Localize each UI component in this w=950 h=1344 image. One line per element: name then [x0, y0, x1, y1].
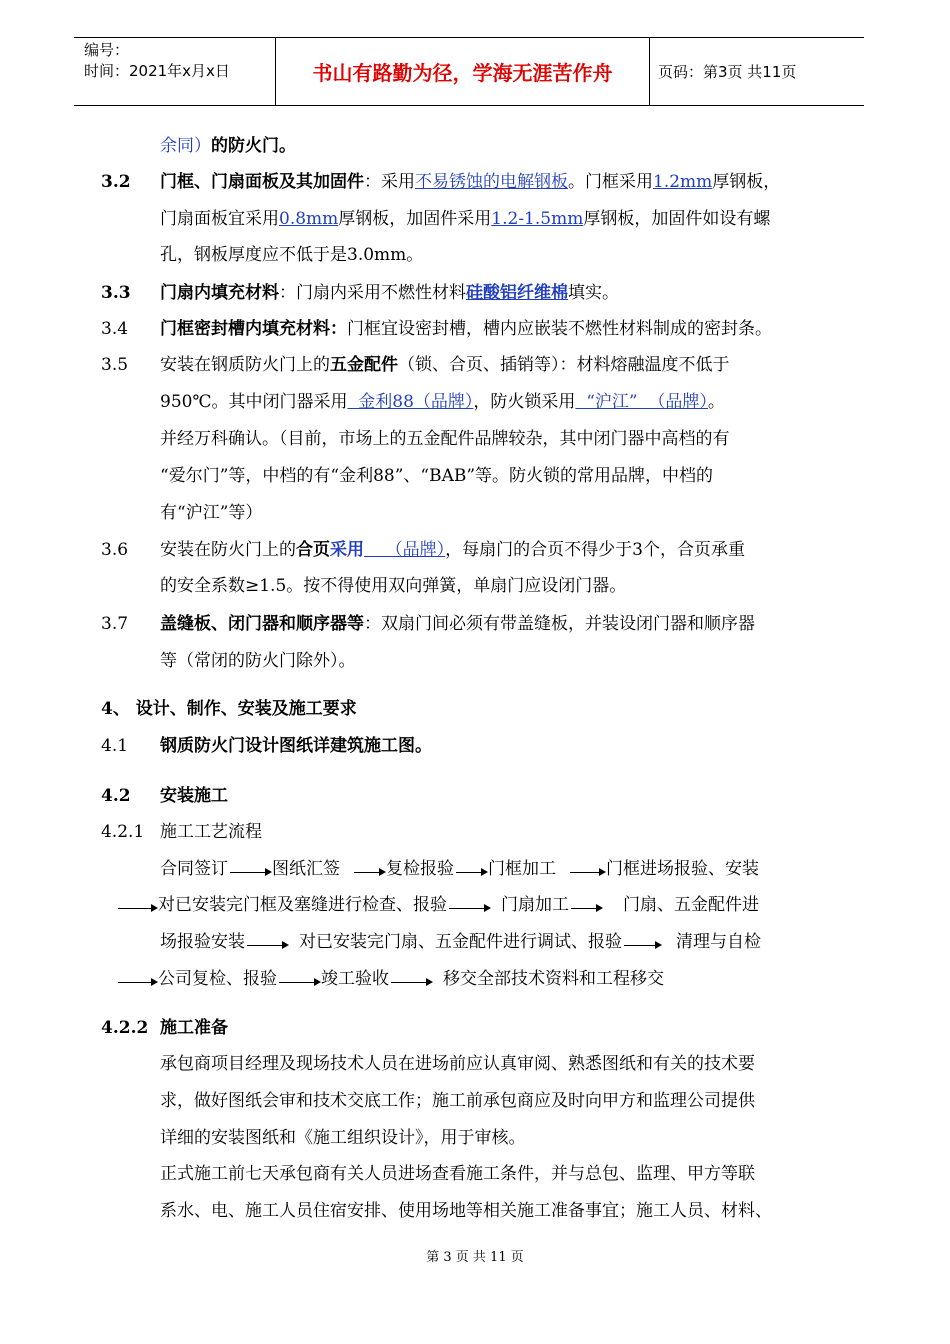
- arrow-right-icon: [279, 982, 319, 985]
- section-number-4-2: 4.2: [101, 786, 131, 806]
- text-fragment: 的防火门。: [211, 136, 296, 156]
- line-11: [160, 538, 745, 562]
- section-number-3-6: 3.6: [101, 540, 129, 560]
- paragraph-line-5: 系水、电、施工人员住宿安排、使用场地等相关施工准备事宜；施工人员、材料、: [160, 1201, 772, 1221]
- text-fragment: 填实。: [568, 283, 619, 303]
- text-fragment: 五金配件: [330, 355, 398, 375]
- line-3: 孔，钢板厚度应不低于是3.0mm。: [160, 245, 424, 265]
- page-header: [74, 37, 864, 106]
- flow-step: 复检报验: [386, 859, 454, 879]
- line-4: [160, 281, 619, 305]
- section-number-3-7: 3.7: [101, 614, 129, 634]
- link-text: 不易锈蚀的电解钢板: [415, 172, 568, 192]
- text-fragment: 门框、门扇面板及其加固件: [160, 172, 364, 192]
- text-fragment: 950℃。其中闭门器采用: [160, 392, 348, 412]
- arrow-right-icon: [456, 872, 486, 875]
- line-6: [160, 353, 730, 377]
- text-fragment: 合页: [296, 540, 330, 560]
- flow-step: 公司复检、报验: [158, 969, 277, 989]
- flow-step: 移交全部技术资料和工程移交: [443, 969, 664, 989]
- paragraph-line-3: 详细的安装图纸和《施工组织设计》，用于审核。: [160, 1128, 526, 1148]
- text-fragment: （锁、合页、插销等）：材料熔融温度不低于: [398, 355, 730, 375]
- arrow-right-icon: [354, 872, 384, 875]
- text-fragment: 门扇面板宜采用: [160, 209, 279, 229]
- page-footer: 第 3 页 共 11 页: [426, 1250, 524, 1265]
- text-fragment: 门框宜设密封槽，槽内应嵌装不燃性材料制成的密封条。: [347, 319, 772, 339]
- line-0: [160, 134, 296, 158]
- section-number-3-2: 3.2: [101, 172, 131, 192]
- line-5: [160, 317, 772, 341]
- flow-step: 对已安装完门扇、五金配件进行调试、报验: [299, 932, 622, 952]
- flow-step: 场报验安装: [160, 932, 245, 952]
- line-8: 并经万科确认。（目前，市场上的五金配件品牌较杂，其中闭门器中高档的有: [160, 429, 730, 449]
- flow-row-2: [116, 893, 759, 917]
- number-label: 编号：: [84, 41, 130, 59]
- section-4-1-text: 钢质防火门设计图纸详建筑施工图。: [160, 736, 432, 756]
- section-4-2-2-title: 施工准备: [160, 1018, 228, 1038]
- flow-step: 门框进场报验、安装: [606, 859, 759, 879]
- arrow-right-icon: [118, 908, 156, 911]
- flow-step: 图纸汇签: [272, 859, 340, 879]
- arrow-right-icon: [391, 982, 431, 985]
- paragraph-line-1: 承包商项目经理及现场技术人员在进场前应认真审阅、熟悉图纸和有关的技术要: [160, 1054, 755, 1074]
- text-fragment: 厚钢板，加固件采用: [338, 209, 492, 229]
- link-text: 硅酸铝纤维棉: [466, 283, 568, 303]
- date-label: 时间：2021年x月x日: [84, 62, 230, 80]
- header-page-label: 页码：第3页 共11页: [658, 63, 797, 81]
- line-7: [160, 390, 725, 414]
- flow-step: 对已安装完门框及塞缝进行检查、报验: [158, 895, 447, 915]
- flow-row-4: [116, 967, 664, 991]
- arrow-right-icon: [624, 945, 660, 948]
- text-fragment: 厚钢板，: [712, 172, 781, 192]
- line-10: 有“沪江”等）: [160, 503, 263, 523]
- text-fragment: 安装在防火门上的: [160, 540, 296, 560]
- section-heading-4: 4、 设计、制作、安装及施工要求: [101, 699, 357, 719]
- link-text: 1.2mm: [653, 172, 713, 192]
- section-number-4-1: 4.1: [101, 736, 129, 756]
- flow-step: 竣工验收: [321, 969, 389, 989]
- line-13: [160, 612, 755, 636]
- line-2: [160, 207, 770, 231]
- section-4-2-title: 安装施工: [160, 786, 228, 806]
- flow-step: 清理与自检: [676, 932, 761, 952]
- arrow-right-icon: [570, 872, 604, 875]
- text-fragment: 采用: [330, 540, 364, 560]
- text-fragment: 。: [707, 392, 725, 412]
- text-fragment: ：双扇门间必须有带盖缝板，并装设闭门器和顺序器: [364, 614, 755, 634]
- arrow-right-icon: [118, 982, 156, 985]
- text-fragment: 门框密封槽内填充材料：: [160, 319, 347, 339]
- text-fragment: 厚钢板，加固件如设有螺: [583, 209, 771, 229]
- text-fragment: 。门框采用: [568, 172, 653, 192]
- flow-row-1: [160, 857, 759, 881]
- paragraph-line-4: 正式施工前七天承包商有关人员进场查看施工条件，并与总包、监理、甲方等联: [160, 1164, 755, 1184]
- flow-step: 门扇、五金配件进: [623, 895, 759, 915]
- text-fragment: ，每扇门的合页不得少于3个，合页承重: [445, 540, 745, 560]
- header-motto: 书山有路勤为径，学海无涯苦作舟: [276, 38, 650, 105]
- section-number-4-2-2: 4.2.2: [101, 1018, 149, 1038]
- text-fragment: 盖缝板、闭门器和顺序器等: [160, 614, 364, 634]
- text-fragment: 余同）: [160, 136, 211, 156]
- section-4-2-1-title: 施工工艺流程: [160, 822, 262, 842]
- link-text: 1.2-1.5mm: [491, 209, 584, 229]
- line-1: [160, 170, 780, 194]
- link-text: “沪江” （品牌）: [575, 392, 708, 412]
- flow-step: 门框加工: [488, 859, 556, 879]
- link-text: 0.8mm: [279, 209, 339, 229]
- text-fragment: ，防火锁采用: [473, 392, 576, 412]
- flow-step: 合同签订: [160, 859, 228, 879]
- section-number-4-2-1: 4.2.1: [101, 822, 145, 842]
- flow-step: 门扇加工: [501, 895, 569, 915]
- arrow-right-icon: [571, 908, 601, 911]
- paragraph-line-2: 求，做好图纸会审和技术交底工作；施工前承包商应及时向甲方和监理公司提供: [160, 1091, 755, 1111]
- arrow-right-icon: [230, 872, 270, 875]
- header-meta: [74, 38, 276, 105]
- arrow-right-icon: [449, 908, 489, 911]
- section-number-3-4: 3.4: [101, 319, 129, 339]
- arrow-right-icon: [247, 945, 287, 948]
- line-12: 的安全系数≥1.5。按不得使用双向弹簧，单扇门应设闭门器。: [160, 576, 627, 596]
- text-fragment: ：门扇内采用不燃性材料: [279, 283, 466, 303]
- text-fragment: ：采用: [364, 172, 415, 192]
- line-9: “爱尔门”等，中档的有“金利88”、“BAB”等。防火锁的常用品牌，中档的: [160, 466, 714, 486]
- link-text: （品牌）: [364, 540, 446, 560]
- link-text: 金利88（品牌）: [347, 392, 474, 412]
- section-number-3-3: 3.3: [101, 283, 131, 303]
- text-fragment: 门扇内填充材料: [160, 283, 279, 303]
- line-14: 等（常闭的防火门除外）。: [160, 651, 356, 671]
- flow-row-3: [160, 930, 761, 954]
- section-number-3-5: 3.5: [101, 355, 129, 375]
- text-fragment: 安装在钢质防火门上的: [160, 355, 330, 375]
